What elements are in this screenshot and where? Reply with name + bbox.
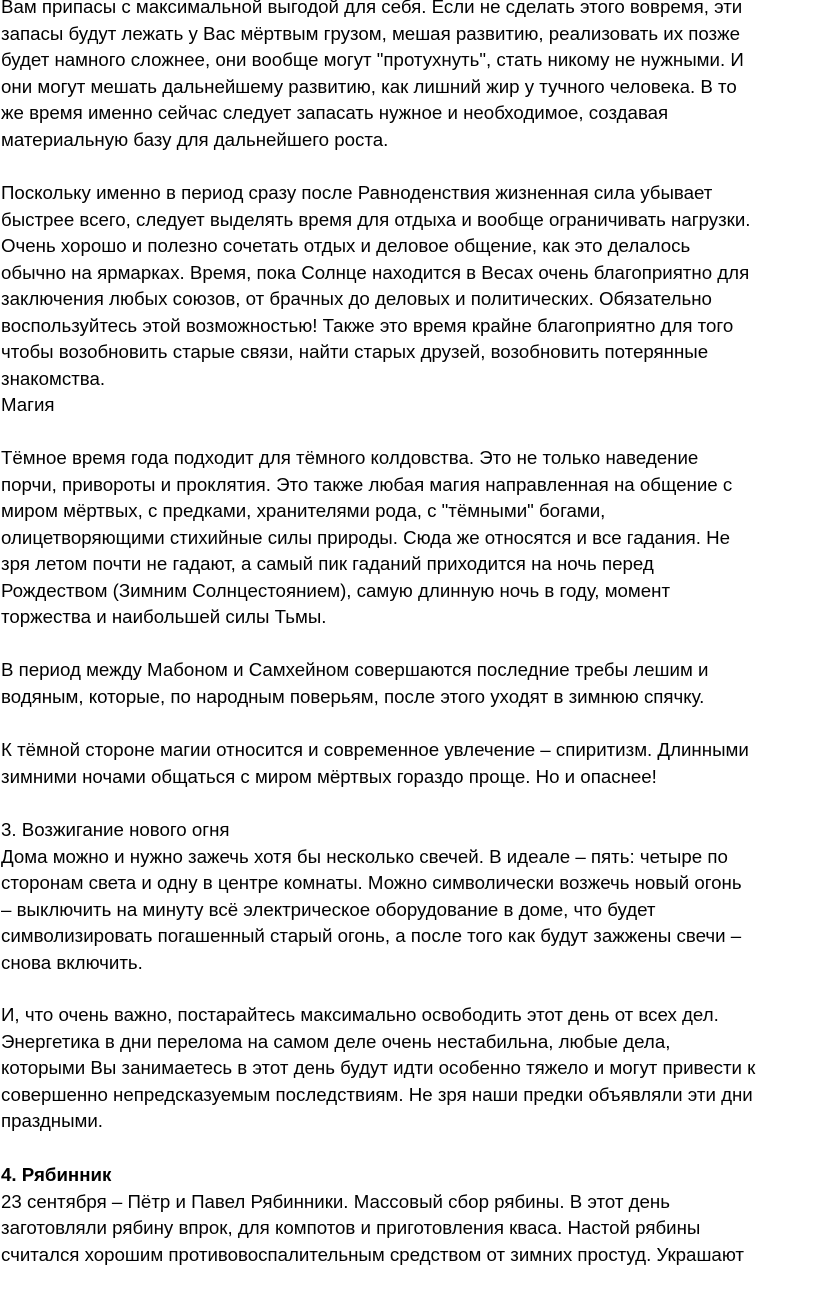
text-line: водяным, которые, по народным поверьям, после этого уходят в зимнюю спячку. <box>1 685 705 707</box>
text-line: Рождеством (Зимним Солнцестоянием), самую длинную ночь в году, момент <box>1 579 671 601</box>
text-line: – выключить на минуту всё электрическое оборудование в доме, что будет <box>1 898 656 920</box>
text-line: зимними ночами общаться с миром мёртвых гораздо проще. Но и опаснее! <box>1 765 657 787</box>
text-line: торжества и наибольшей силы Тьмы. <box>1 606 327 627</box>
text-line: миром мёртвых, с предками, хранителями рода, с "тёмными" богами, <box>1 500 606 521</box>
text-line: В период между Мабоном и Самхейном совершаются последние требы лешим и <box>1 659 709 680</box>
paragraph-supplies <box>0 0 744 153</box>
text-line: которыми Вы занимаетесь в этот день будут идти особенно тяжело и могут привести к <box>1 1057 756 1078</box>
text-line: материальную базу для дальнейшего роста. <box>1 128 389 150</box>
paragraph-equinox <box>0 180 751 419</box>
section-rowan <box>0 1162 744 1268</box>
text-line: И, что очень важно, постарайтесь максимально освободить этот день от всех дел. <box>1 1004 719 1025</box>
text-line: 23 сентября – Пётр и Павел Рябинники. Массовый сбор рябины. В этот день <box>1 1190 670 1212</box>
text-line: воспользуйтесь этой возможностью! Также это время крайне благоприятно для того <box>1 314 734 336</box>
paragraph-new-fire <box>0 817 742 976</box>
text-line: К тёмной стороне магии относится и современное увлечение – спиритизм. Длинными <box>1 739 749 760</box>
paragraph-mabon <box>0 657 708 710</box>
paragraph-free-day <box>0 1002 755 1135</box>
text-line: Очень хорошо и полезно сочетать отдых и деловое общение, как это делалось <box>1 235 691 256</box>
text-line: знакомства. <box>1 367 106 389</box>
text-line: зря летом почти не гадают, а самый пик гаданий приходится на ночь перед <box>1 553 654 574</box>
text-line: праздными. <box>1 1110 103 1131</box>
text-line: запасы будут лежать у Вас мёртвым грузом, мешая развитию, реализовать их позже <box>1 22 740 44</box>
text-line: обычно на ярмарках. Время, пока Солнце находится в Весах очень благоприятно для <box>1 261 750 283</box>
text-line: считался хорошим противовоспалительным средством от зимних простуд. Украшают <box>1 1243 744 1265</box>
text-line: заключения любых союзов, от брачных до деловых и политических. Обязательно <box>1 288 712 309</box>
text-line: Поскольку именно в период сразу после Равноденствия жизненная сила убывает <box>1 182 713 203</box>
text-line: Энергетика в дни перелома на самом деле очень нестабильна, любые дела, <box>1 1030 671 1052</box>
section-heading-new-fire: 3. Возжигание нового огня <box>1 819 230 840</box>
paragraph-spiritism <box>0 737 749 790</box>
section-heading-magic: Магия <box>1 394 55 415</box>
text-line: олицетворяющими стихийные силы природы. Сюда же относятся и все гадания. Не <box>1 526 731 548</box>
text-line: сторонам света и одну в центре комнаты. Можно символически возжечь новый огонь <box>1 872 742 893</box>
paragraph-dark-magic <box>0 445 732 631</box>
text-line: же время именно сейчас следует запасать нужное и необходимое, создавая <box>1 102 669 123</box>
text-line: порчи, привороты и проклятия. Это также любая магия направленная на общение с <box>1 473 733 495</box>
text-line: снова включить. <box>1 951 143 973</box>
text-line: символизировать погашенный старый огонь, а после того как будут зажжены свечи – <box>1 925 742 946</box>
text-line: быстрее всего, следует выделять время для отдыха и вообще ограничивать нагрузки. <box>1 208 751 230</box>
text-line: Тёмное время года подходит для тёмного колдовства. Это не только наведение <box>1 447 699 468</box>
text-line: совершенно непредсказуемым последствиям. Не зря наши предки объявляли эти дни <box>1 1083 753 1105</box>
text-line: Дома можно и нужно зажечь хотя бы несколько свечей. В идеале – пять: четыре по <box>1 845 728 867</box>
text-line: они могут мешать дальнейшему развитию, как лишний жир у тучного человека. В то <box>1 75 737 97</box>
text-line: чтобы возобновить старые связи, найти старых друзей, возобновить потерянные <box>1 341 709 362</box>
section-heading-rowan: 4. Рябинник <box>1 1164 112 1185</box>
text-line: будет намного сложнее, они вообще могут "протухнуть", стать никому не нужными. И <box>1 49 744 70</box>
text-line: Вам припасы с максимальной выгодой для себя. Если не сделать этого вовремя, эти <box>1 0 743 17</box>
text-line: заготовляли рябину впрок, для компотов и приготовления кваса. Настой рябины <box>1 1217 701 1238</box>
